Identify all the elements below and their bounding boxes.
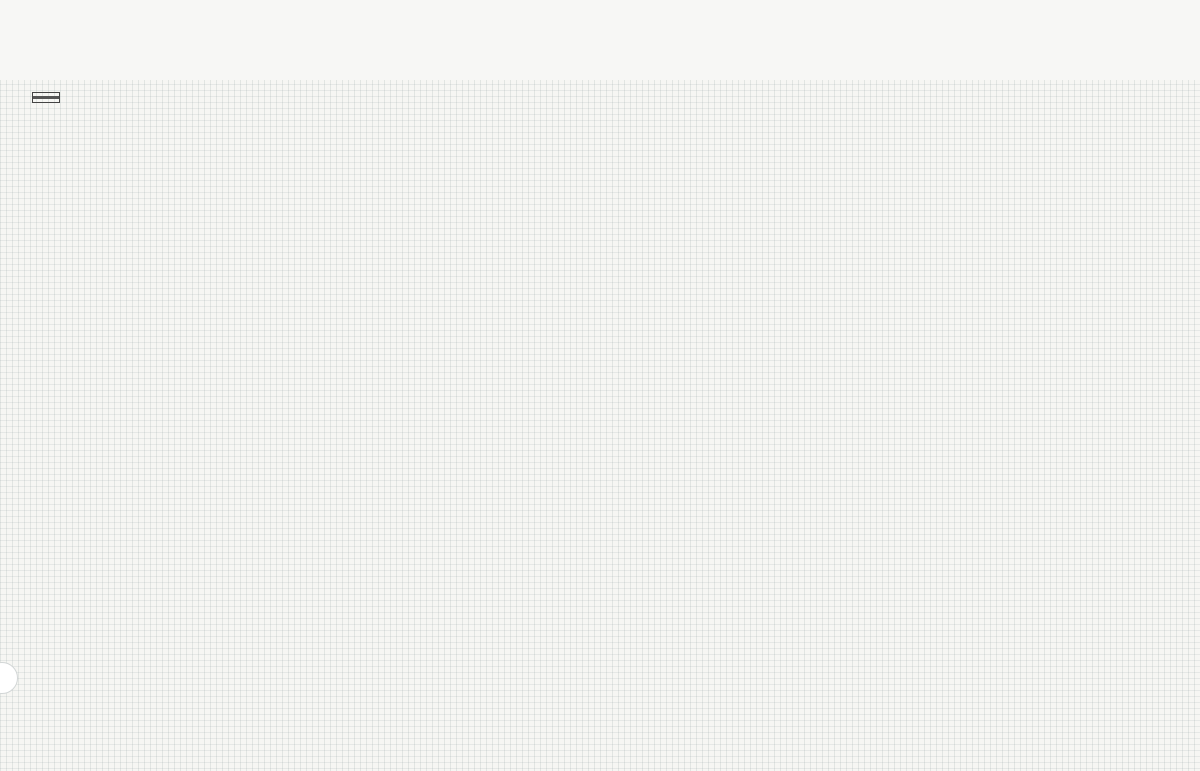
top-margin — [0, 0, 1200, 80]
binder-hole — [0, 662, 18, 694]
form-label-box — [8, 84, 146, 110]
wilson-jones-logo-icon — [32, 92, 60, 103]
